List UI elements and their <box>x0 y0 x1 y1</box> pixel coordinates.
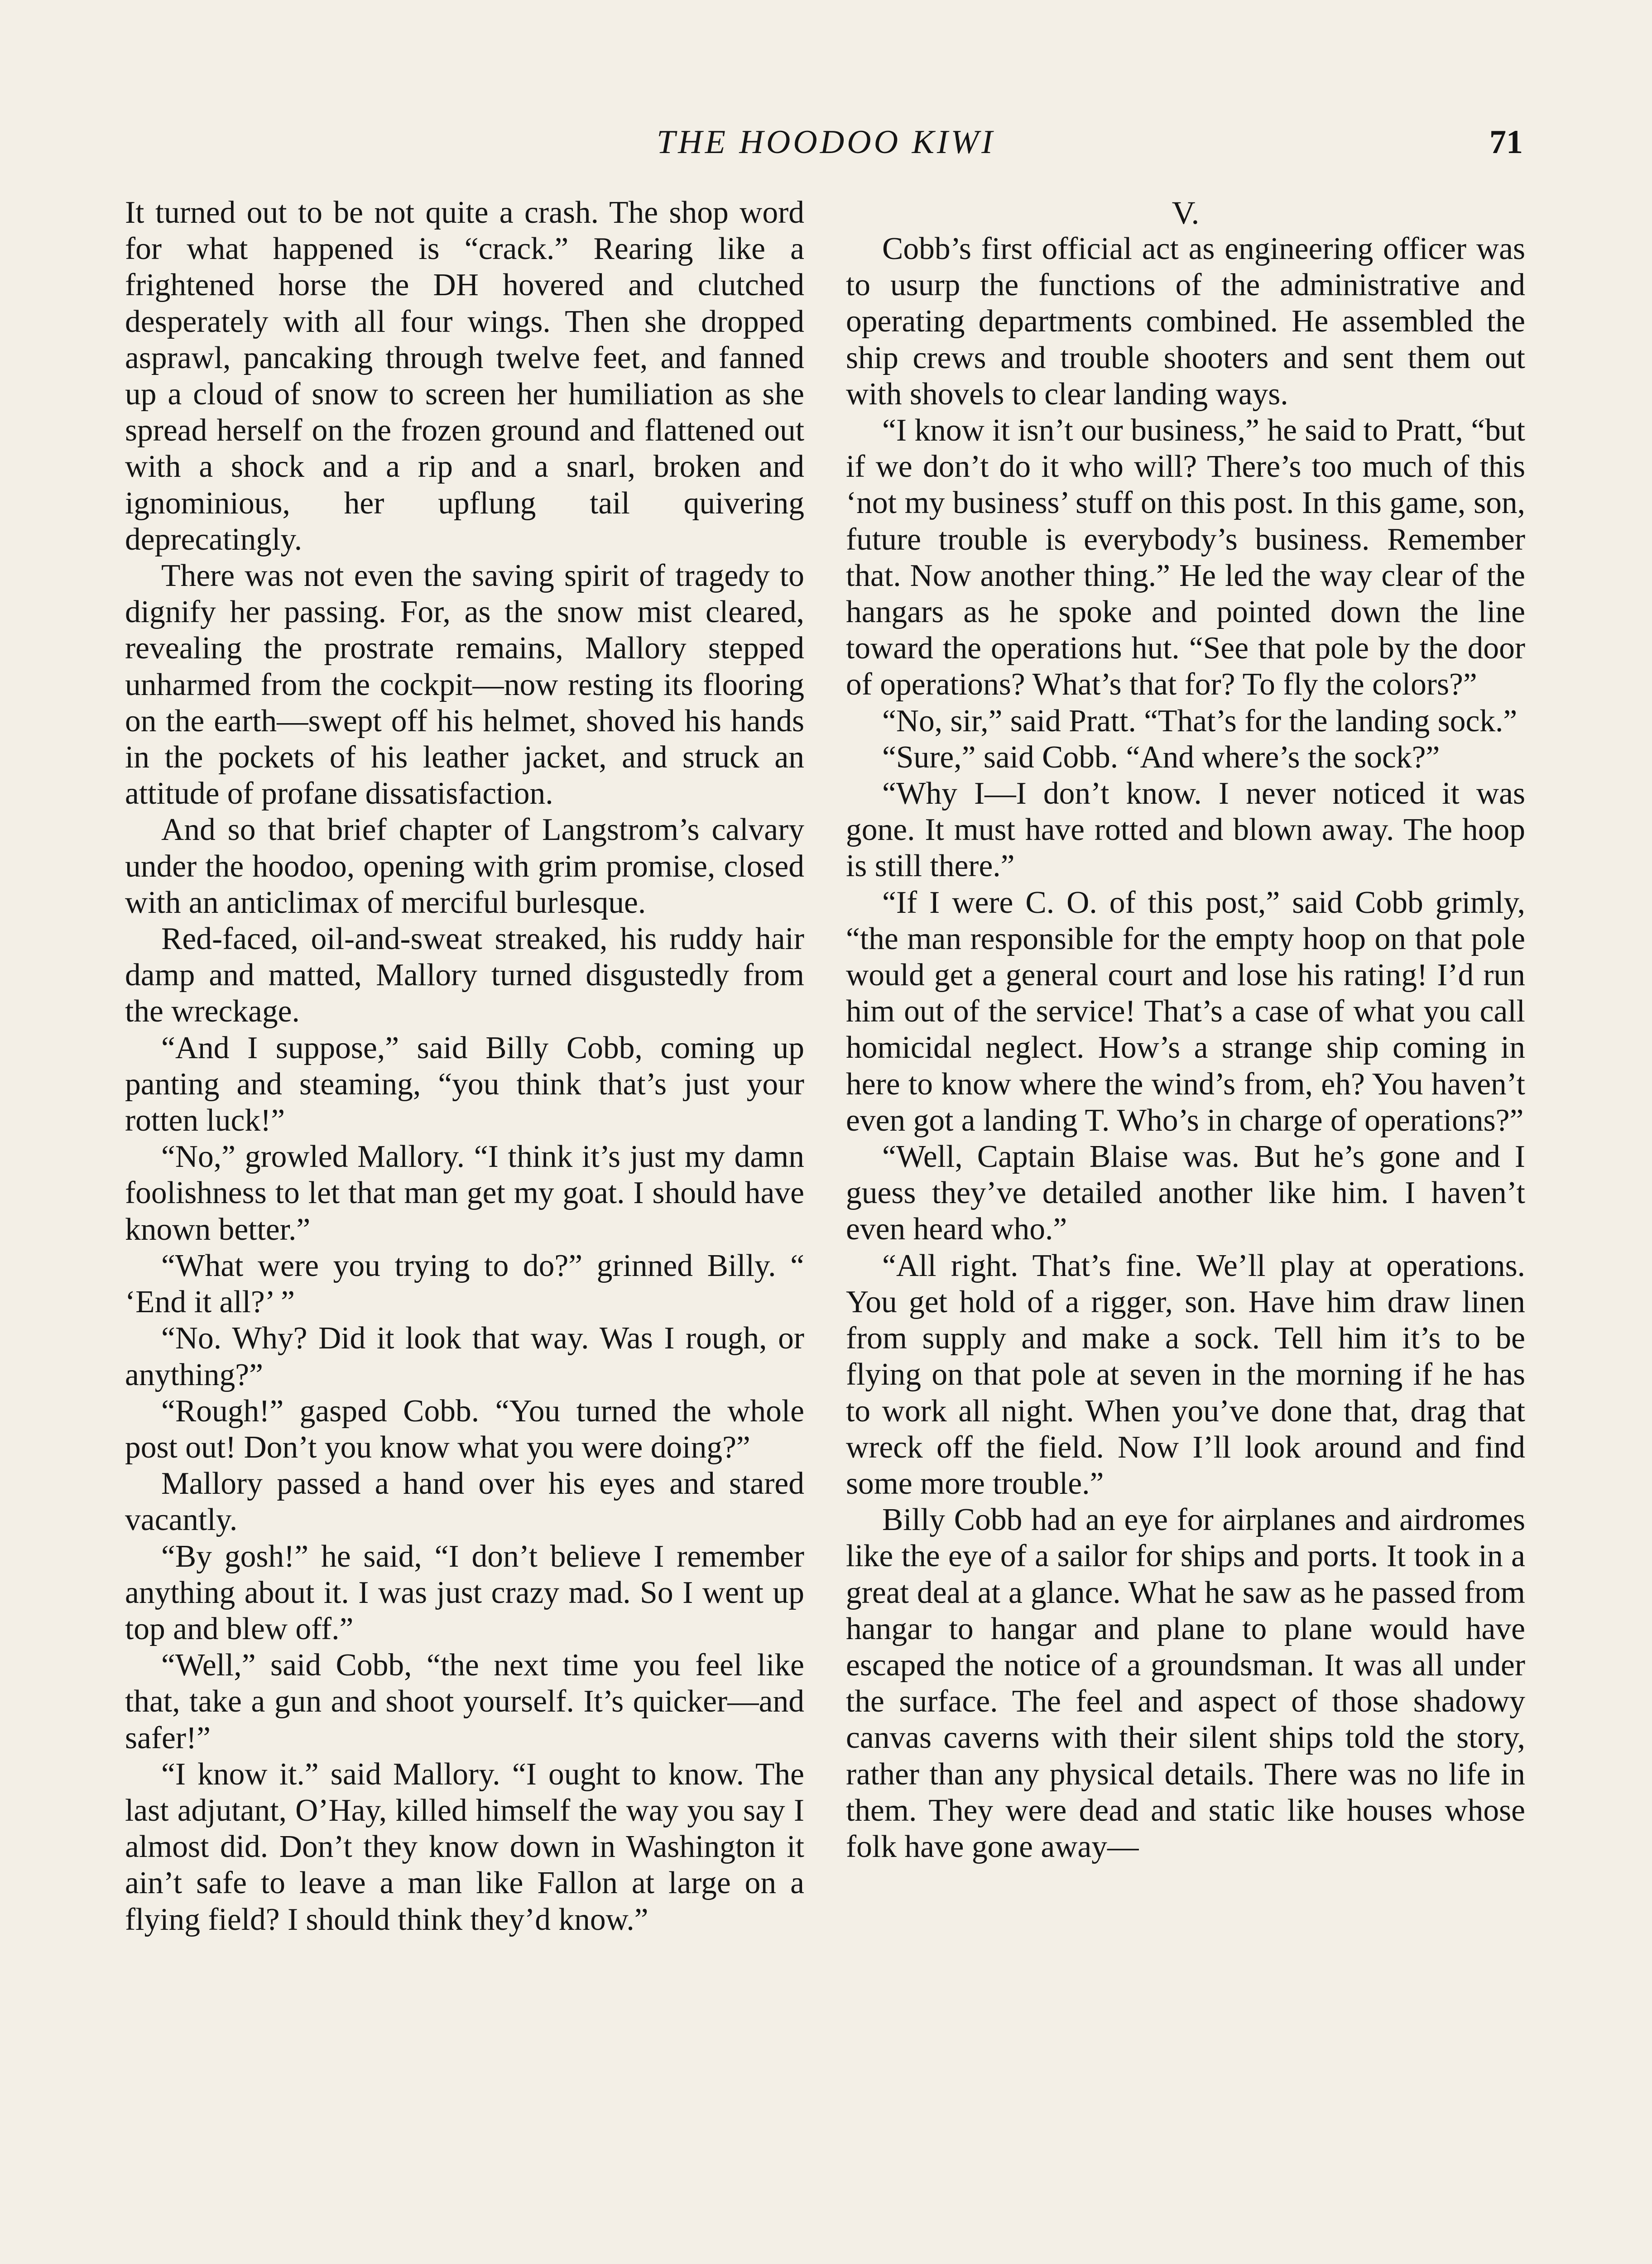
paragraph: “And I suppose,” said Billy Cobb, coming up panting and steaming, “you think that’s just your rotten luck!” <box>125 1030 804 1138</box>
paragraph: Billy Cobb had an eye for airplanes and airdromes like the eye of a sailor for ships and ports. It took in a great deal at a glance. What he saw as he passed from hangar to hangar and plane to plane would have escaped the notice of a groundsman. It was all under the surface. The feel and aspect of those shadowy canvas caverns with their silent ships told the story, rather than any physical details. There was no life in them. They were dead and static like houses whose folk have gone away— <box>846 1502 1525 1864</box>
paragraph: “All right. That’s fine. We’ll play at operations. You get hold of a rigger, son. Have him draw linen from supply and make a sock. Tell him it’s to be flying on that pole at seven in the morning if he has to work all night. When you’ve done that, drag that wreck off the field. Now I’ll look around and find some more trouble.” <box>846 1248 1525 1501</box>
paragraph: “No, sir,” said Pratt. “That’s for the landing sock.” <box>882 703 1518 739</box>
paragraph: Mallory passed a hand over his eyes and stared vacantly. <box>125 1466 804 1538</box>
paragraph: “Well,” said Cobb, “the next time you feel like that, take a gun and shoot yourself. It’s quicker—and safer!” <box>125 1648 804 1756</box>
paragraph: And so that brief chapter of Langstrom’s calvary under the hoodoo, opening with grim promise, closed with an anticlimax of merciful burlesque. <box>125 812 804 920</box>
paragraph: “No. Why? Did it look that way. Was I rough, or anything?” <box>125 1321 804 1392</box>
paragraph: “Well, Captain Blaise was. But he’s gone and I guess they’ve detailed another like him. I haven’t even heard who.” <box>846 1139 1525 1247</box>
paragraph: “I know it.” said Mallory. “I ought to know. The last adjutant, O’Hay, killed himself the way you say I almost did. Don’t they know down in Washington it ain’t safe to leave a man like Fallon at large on a flying field? I should think they’d know.” <box>125 1756 804 1937</box>
left-column <box>125 195 804 1938</box>
right-column <box>846 195 1525 1865</box>
paragraph: “Sure,” said Cobb. “And where’s the sock?” <box>882 739 1440 775</box>
paragraph: “No,” growled Mallory. “I think it’s just my damn foolishness to let that man get my goat. I should have known better.” <box>125 1139 804 1247</box>
paragraph: “By gosh!” he said, “I don’t believe I remember anything about it. I was just crazy mad. So I went up top and blew off.” <box>125 1539 804 1646</box>
paragraph: “If I were C. O. of this post,” said Cobb grimly, “the man responsible for the empty hoop on that pole would get a general court and lose his rating! I’d run him out of the service! That’s a case of what you call homicidal neglect. How’s a strange ship coming in here to know where the wind’s from, eh? You haven’t even got a landing T. Who’s in charge of operations?” <box>846 885 1525 1138</box>
section-heading: V. <box>1172 195 1200 231</box>
paragraph: “What were you trying to do?” grinned Billy. “ ‘End it all?’ ” <box>125 1248 804 1320</box>
paragraph: “Rough!” gasped Cobb. “You turned the whole post out! Don’t you know what you were doing?” <box>125 1393 804 1465</box>
paragraph: “Why I—I don’t know. I never noticed it was gone. It must have rotted and blown away. The hoop is still there.” <box>846 776 1525 884</box>
paragraph: “I know it isn’t our business,” he said to Pratt, “but if we don’t do it who will? There’s too much of this ‘not my business’ stuff on this post. In this game, son, future trouble is everybody’s business. Remember that. Now another thing.” He led the way clear of the hangars as he spoke and pointed down the line toward the operations hut. “See that pole by the door of operations? What’s that for? To fly the colors?” <box>846 413 1525 702</box>
running-title: THE HOODOO KIWI <box>657 124 995 161</box>
paragraph: It turned out to be not quite a crash. The shop word for what happened is “crack.” Rearing like a frightened horse the DH hovered and clutched desperately with all four wings. Then she dropped asprawl, pancaking through twelve feet, and fanned up a cloud of snow to screen her humiliation as she spread herself on the frozen ground and flattened out with a shock and a rip and a snarl, broken and ignominious, her upflung tail quivering deprecatingly. <box>125 195 804 557</box>
paragraph: Red-faced, oil-and-sweat streaked, his ruddy hair damp and matted, Mallory turned disgustedly from the wreckage. <box>125 921 804 1029</box>
paragraph: There was not even the saving spirit of tragedy to dignify her passing. For, as the snow mist cleared, revealing the prostrate remains, Mallory stepped unharmed from the cockpit—now resting its flooring on the earth—swept off his helmet, shoved his hands in the pockets of his leather jacket, and struck an attitude of profane dissatisfaction. <box>125 558 804 811</box>
page-number: 71 <box>1489 124 1523 161</box>
paragraph: Cobb’s first official act as engineering officer was to usurp the functions of the administrative and operating departments combined. He assembled the ship crews and trouble shooters and sent them out with shovels to clear landing ways. <box>846 231 1525 412</box>
